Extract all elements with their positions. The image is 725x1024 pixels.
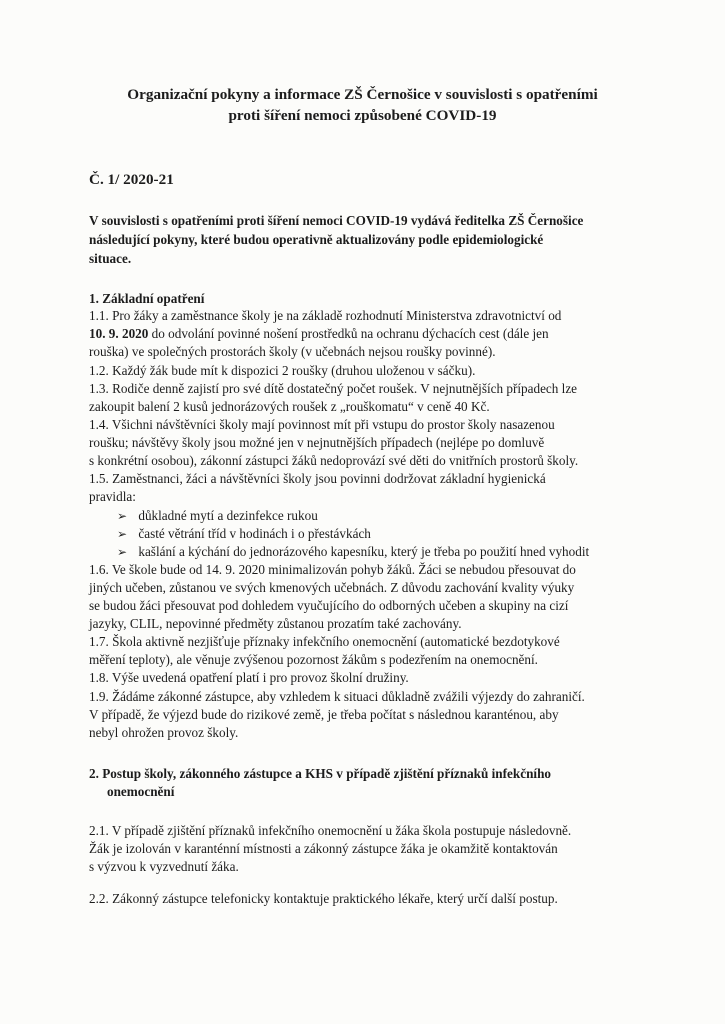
paragraph-1-1-end: rouška) ve společných prostorách školy (v učebnách nejsou roušky povinné). xyxy=(89,344,496,359)
paragraph-1-7-cont: měření teploty), ale věnuje zvýšenou pozornost žákům s podezřením na onemocnění. xyxy=(89,652,538,667)
paragraph-1-5: 1.5. Zaměstnanci, žáci a návštěvníci školy jsou povinni dodržovat základní hygienická xyxy=(89,471,546,486)
arrow-bullet-icon: ➢ xyxy=(117,527,128,541)
bullet-text: časté větrání tříd v hodinách i o přestávkách xyxy=(138,526,371,541)
paragraph-1-1-rest: do odvolání povinné nošení prostředků na ochranu dýchacích cest (dále jen xyxy=(148,326,549,341)
intro-line1: V souvislosti s opatřeními proti šíření nemoci COVID-19 vydává ředitelka ZŠ Černošice xyxy=(89,213,584,228)
bullet-text: kašlání a kýchání do jednorázového kapesníku, který je třeba po použití hned vyhodit xyxy=(138,544,590,559)
paragraph-1-6: 1.6. Ve škole bude od 14. 9. 2020 minimalizován pohyb žáků. Žáci se nebudou přesouvat do xyxy=(89,562,576,577)
section1-heading: 1. Základní opatření xyxy=(89,291,205,306)
section2-heading-line1: 2. Postup školy, zákonného zástupce a KHS v případě zjištění příznaků infekčního xyxy=(89,766,551,781)
paragraph-2-2: 2.2. Zákonný zástupce telefonicky kontaktuje praktického lékaře, který určí další postup. xyxy=(89,891,558,906)
paragraph-1-3-cont: zakoupit balení 2 kusů jednorázových roušek z „rouškomatu“ v ceně 40 Kč. xyxy=(89,399,490,414)
date-bold: 10. 9. 2020 xyxy=(89,326,149,341)
paragraph-1-8: 1.8. Výše uvedená opatření platí i pro provoz školní družiny. xyxy=(89,670,409,685)
paragraph-1-6-end: jazyky, CLIL, nepovinné předměty zůstanou prozatím také zachovány. xyxy=(89,616,462,631)
paragraph-1-3: 1.3. Rodiče denně zajistí pro své dítě dostatečný počet roušek. V nejnutnějších případech lze xyxy=(89,381,578,396)
paragraph-1-9-cont: V případě, že výjezd bude do rizikové země, je třeba počítat s následnou karanténou, aby xyxy=(89,707,559,722)
arrow-bullet-icon: ➢ xyxy=(117,509,128,523)
bullet-text: důkladné mytí a dezinfekce rukou xyxy=(138,508,318,523)
intro-line3: situace. xyxy=(89,251,132,266)
paragraph-2-1-cont: Žák je izolován v karanténní místnosti a zákonný zástupce žáka je okamžitě kontaktován xyxy=(89,841,558,856)
paragraph-1-6-cont2: se budou žáci přesouvat pod dohledem vyučujícího do odborných učeben a skupiny na cizí xyxy=(89,598,569,613)
paragraph-1-4-end: s konkrétní osobou), zákonní zástupci žáků nedoprovází své děti do vnitřních prostorů školy. xyxy=(89,453,579,468)
paragraph-1-9-end: nebyl ohrožen provoz školy. xyxy=(89,725,239,740)
paragraph-1-5-cont: pravidla: xyxy=(89,489,136,504)
paragraph-1-9: 1.9. Žádáme zákonné zástupce, aby vzhledem k situaci důkladně zvážili výjezdy do zahraničí. xyxy=(89,689,585,704)
bullet-item xyxy=(117,542,589,562)
bullet-item xyxy=(117,506,318,526)
document-title-line1: Organizační pokyny a informace ZŠ Černošice v souvislosti s opatřeními xyxy=(127,86,598,103)
paragraph-1-1: 1.1. Pro žáky a zaměstnance školy je na základě rozhodnutí Ministerstva zdravotnictví od xyxy=(89,308,562,323)
document-number: Č. 1/ 2020-21 xyxy=(89,171,174,188)
paragraph-1-7: 1.7. Škola aktivně nezjišťuje příznaky infekčního onemocnění (automatické bezdotykové xyxy=(89,634,560,649)
paragraph-1-4-cont: roušku; návštěvy školy jsou možné jen v nejnutnějších případech (nejlépe po domluvě xyxy=(89,435,545,450)
arrow-bullet-icon: ➢ xyxy=(117,545,128,559)
paragraph-1-4: 1.4. Všichni návštěvníci školy mají povinnost mít při vstupu do prostor školy nasazenou xyxy=(89,417,555,432)
bullet-item xyxy=(117,524,371,544)
section2-heading-line2: onemocnění xyxy=(107,784,175,799)
paragraph-2-1-end: s výzvou k vyzvednutí žáka. xyxy=(89,859,239,874)
intro-line2: následující pokyny, které budou operativně aktualizovány podle epidemiologické xyxy=(89,232,544,247)
paragraph-1-2: 1.2. Každý žák bude mít k dispozici 2 roušky (druhou uloženou v sáčku). xyxy=(89,363,476,378)
paragraph-1-6-cont: jiných učeben, zůstanou ve svých kmenových učebnách. Z důvodu zachování kvality výuky xyxy=(89,580,575,595)
document-title-line2: proti šíření nemoci způsobené COVID-19 xyxy=(228,107,497,124)
paragraph-1-1-cont xyxy=(89,324,549,343)
paragraph-2-1: 2.1. V případě zjištění příznaků infekčního onemocnění u žáka škola postupuje následovně. xyxy=(89,823,572,838)
